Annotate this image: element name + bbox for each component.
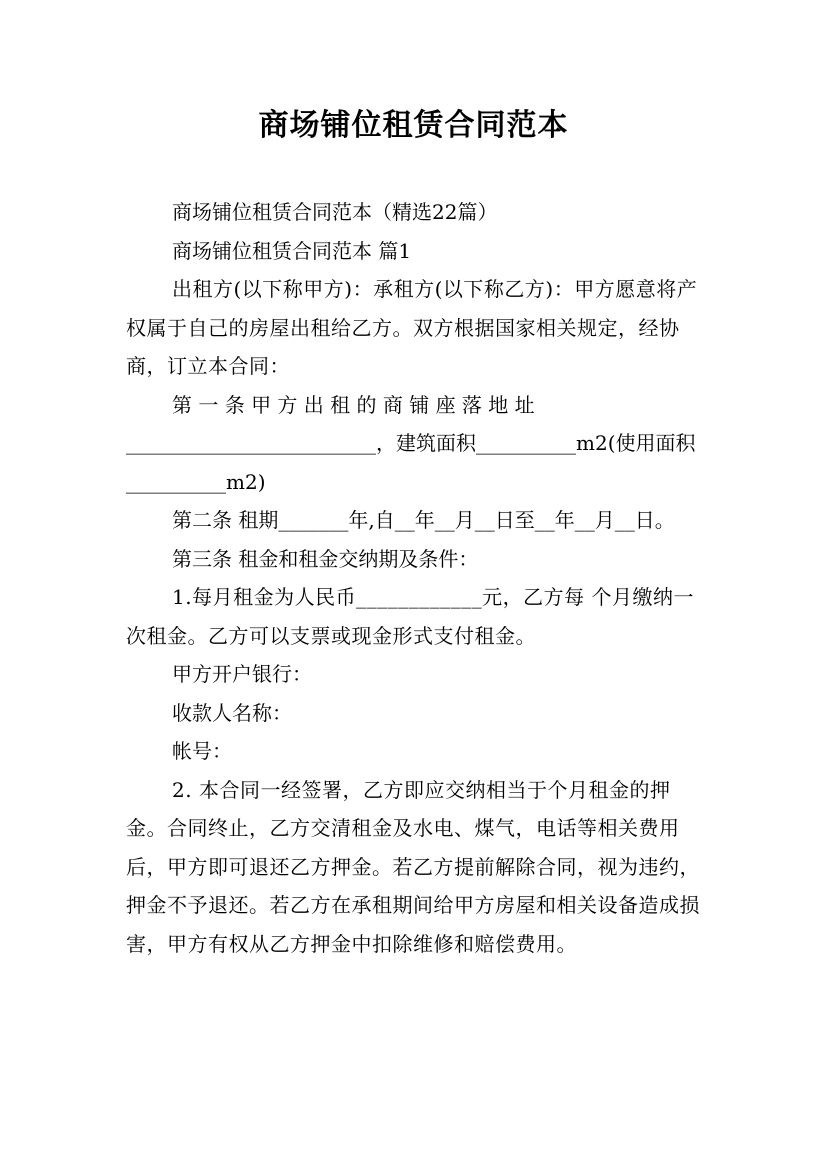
paragraph-rent-amount: 1.每月租金为人民币____________元，乙方每 个月缴纳一次租金。乙方可以支票或现金形式支付租金。 bbox=[126, 585, 694, 648]
paragraph-bank: 甲方开户银行： bbox=[172, 662, 312, 686]
paragraph-subtitle: 商场铺位租赁合同范本（精选22篇） bbox=[172, 200, 498, 224]
paragraph-payee: 收款人名称： bbox=[172, 700, 292, 725]
paragraph-article-1: 第 一 条 甲 方 出 租 的 商 铺 座 落 地 址 _________________________，建筑面积__________m2(使用面积__________m2) bbox=[126, 392, 696, 494]
paragraph-section-heading: 商场铺位租赁合同范本 篇1 bbox=[172, 238, 412, 263]
paragraph-deposit: 2. 本合同一经签署，乙方即应交纳相当于个月租金的押金。合同终止，乙方交清租金及水电、煤气，电话等相关费用后，甲方即可退还乙方押金。若乙方提前解除合同，视为违约，押金不予退还。若乙方在承租期间给甲方房屋和相关设备造成损害，甲方有权从乙方押金中扣除维修和赔偿费用。 bbox=[126, 777, 700, 956]
document-title: 商场铺位租赁合同范本 bbox=[258, 108, 569, 143]
paragraph-article-3: 第三条 租金和租金交纳期及条件： bbox=[172, 546, 479, 571]
document-body bbox=[126, 193, 702, 963]
paragraph-account: 帐号： bbox=[172, 739, 232, 763]
paragraph-parties: 出租方(以下称甲方)：承租方(以下称乙方)：甲方愿意将产权属于自己的房屋出租给乙方。双方根据国家相关规定，经协商，订立本合同： bbox=[126, 277, 698, 378]
paragraph-article-2: 第二条 租期_______年,自__年__月__日至__年__月__日。 bbox=[172, 508, 675, 532]
